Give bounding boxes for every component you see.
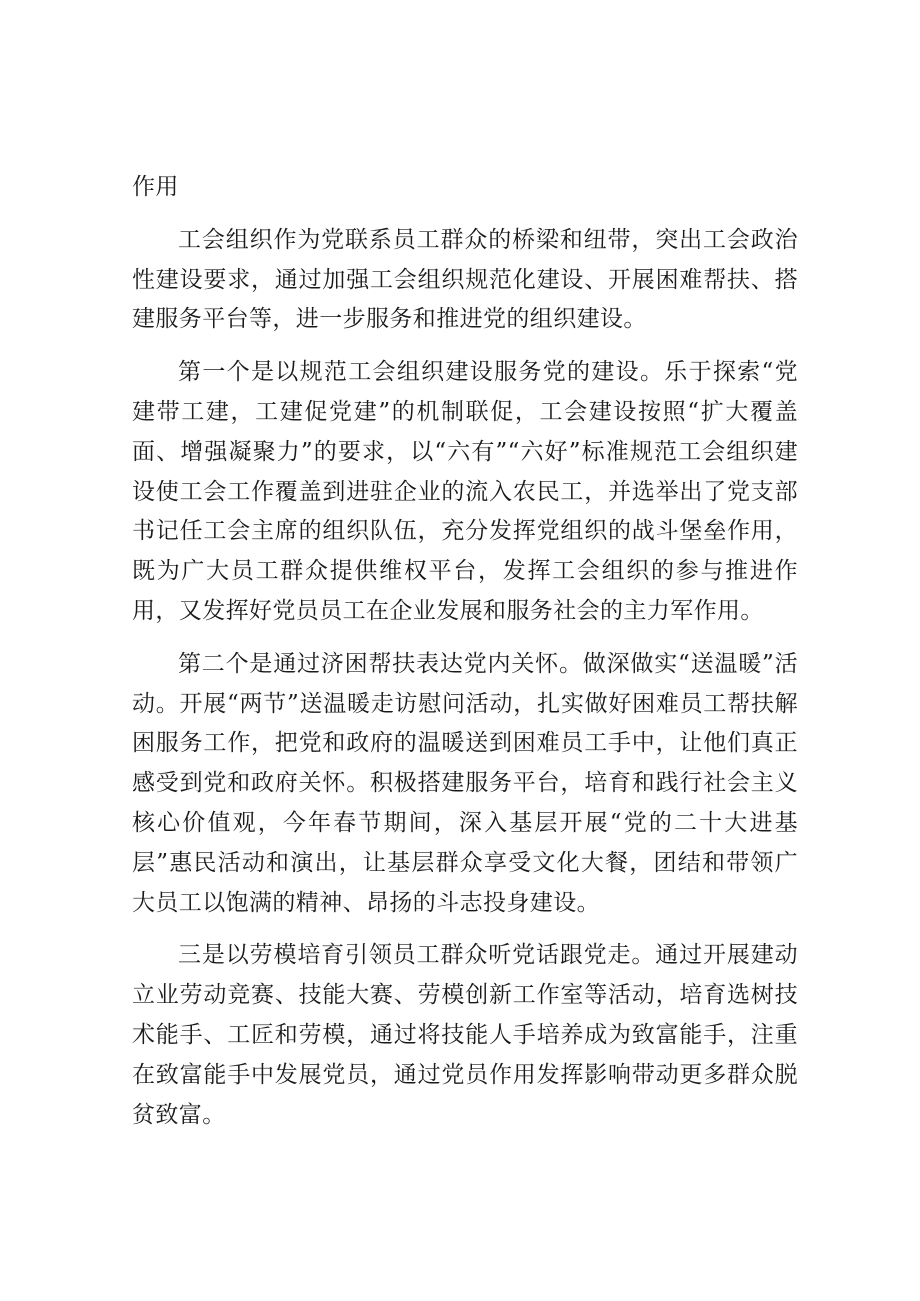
document-body [132, 168, 798, 1135]
paragraph-intro: 工会组织作为党联系员工群众的桥梁和纽带，突出工会政治性建设要求，通过加强工会组织规范化建设、开展困难帮扶、搭建服务平台等，进一步服务和推进党的组织建设。 [132, 226, 798, 333]
paragraph-third-point: 三是以劳模培育引领员工群众听党话跟党走。通过开展建动立业劳动竞赛、技能大赛、劳模创新工作室等活动，培育选树技术能手、工匠和劳模，通过将技能人手培养成为致富能手，注重在致富能手中发展党员，通过党员作用发挥影响带动更多群众脱贫致富。 [132, 942, 798, 1128]
paragraph-first-point: 第一个是以规范工会组织建设服务党的建设。乐于探索“党建带工建，工建促党建”的机制联促，工会建设按照“扩大覆盖面、增强凝聚力”的要求，以“六有”“六好”标准规范工会组织建设使工会工作覆盖到进驻企业的流入农民工，并选举出了党支部书记任工会主席的组织队伍，充分发挥党组织的战斗堡垒作用，既为广大员工群众提供维权平台，发挥工会组织的参与推进作用，又发挥好党员员工在企业发展和服务社会的主力军作用。 [132, 359, 798, 624]
paragraph-second-point: 第二个是通过济困帮扶表达党内关怀。做深做实“送温暖”活动。开展“两节”送温暖走访慰问活动，扎实做好困难员工帮扶解困服务工作，把党和政府的温暖送到困难员工手中，让他们真正感受到党和政府关怀。积极搭建服务平台，培育和践行社会主义核心价值观，今年春节期间，深入基层开展“党的二十大进基层”惠民活动和演出，让基层群众享受文化大餐，团结和带领广大员工以饱满的精神、昂扬的斗志投身建设。 [132, 650, 798, 916]
paragraph-continuation: 作用 [132, 174, 179, 200]
